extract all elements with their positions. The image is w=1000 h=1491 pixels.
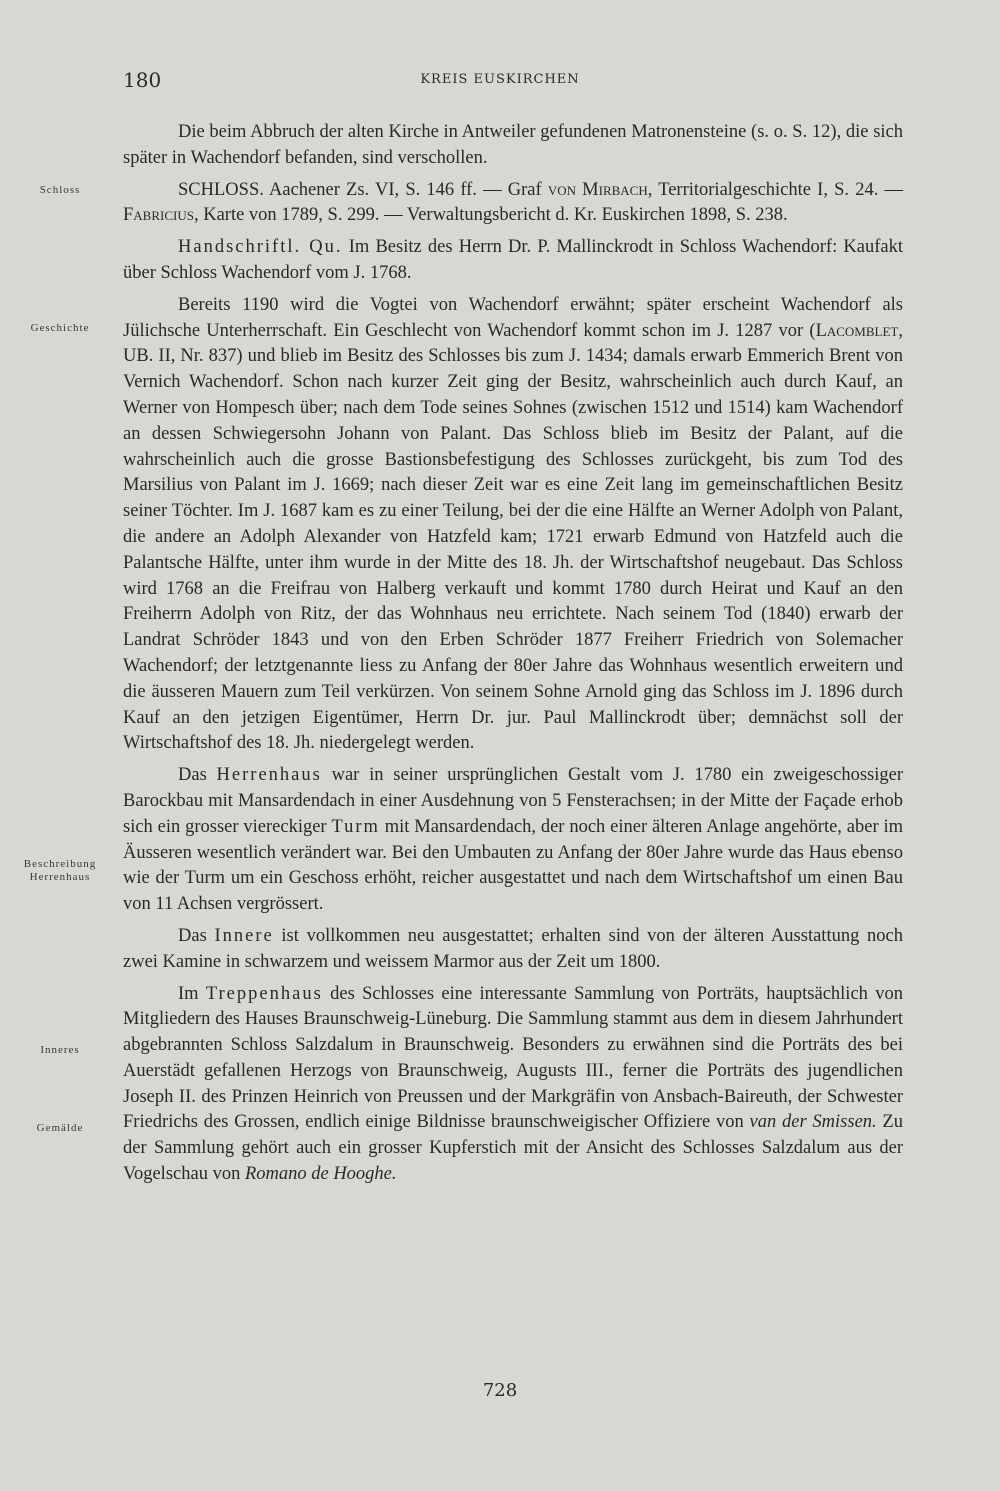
running-head: KREIS EUSKIRCHEN (420, 72, 580, 87)
text-run: , Karte von 1789, S. 299. — Verwaltungsbericht d. Kr. Euskirchen 1898, S. 238. (193, 205, 788, 226)
margin-note-beschreibung: Beschreibung Herrenhaus (23, 858, 97, 883)
text-run: Im (178, 983, 206, 1004)
text-run: war in seiner ursprünglichen Gestalt vom J. 1780 ein zweigeschossiger Barockbau mit Mansardendach in einer Ausdehnung von 5 Fensterachsen; in der Mitte der Façade erhob sich ein grosser viereckiger (123, 765, 903, 837)
paragraph-gemaelde (123, 982, 903, 1188)
margin-note-inneres: Inneres (40, 1044, 80, 1056)
body-text (123, 120, 903, 1194)
paragraph-geschichte (123, 293, 903, 757)
paragraph-schloss-literature (123, 178, 903, 230)
text-run: des Schlosses eine interessante Sammlung von Porträts, hauptsächlich von Mitgliedern des Hauses Braunschweig-Lüneburg. Die Sammlung stammt aus dem in diesem Jahrhundert abgebrannten Schloss Salzdalum in Braunschweig. Besonders zu erwähnen sind die Porträts des bei Auerstädt gefallenen Herzogs von Braunschweig, Augusts III., ferner die Porträts des jugendlichen Joseph II. des Prinzen Heinrich von Preussen und der Markgräfin von Ansbach-Baireuth, der Schwester Friedrichs des Grossen, endlich einige Bildnisse braunschweigischer Offiziere von (123, 983, 903, 1133)
schloss-heading: SCHLOSS. (178, 179, 264, 200)
text-run: ist vollkommen neu ausgestattet; erhalten sind von der älteren Ausstattung noch zwei Kamine in schwarzem und weissem Marmor aus der Zeit um 1800. (123, 925, 903, 972)
paragraph-matronensteine: Die beim Abbruch der alten Kirche in Antweiler gefundenen Matronensteine (s. o. S. 12), die sich später in Wachendorf befanden, sind verschollen. (123, 122, 903, 168)
paragraph-inneres (123, 924, 903, 976)
text-run: Zu der Sammlung gehört auch ein grosser Kupferstich mit der Ansicht des Schlosses Salzdalum aus der Vogelschau von (123, 1112, 903, 1185)
text-run: Das (178, 925, 215, 946)
text-run: , UB. II, Nr. 837) und blieb im Besitz des Schlosses bis zum J. 1434; damals erwarb Emmerich Brent von Vernich Wachendorf. Schon nach kurzer Zeit ging der Besitz, wahrscheinlich auch durch Kauf, an Werner von Hompesch über; nach dem Tode seines Sohnes (zwischen 1512 und 1514) kam Wachendorf an dessen Schwiegersohn Johann von Palant. Das Schloss blieb im Besitz der Palant, auf die wahrscheinlich auch die grosse Bastionsbefestigung des Schlosses zurückgeht, bis zum Tod des Marsilius von Palant im J. 1669; nach dieser Zeit war es eine Zeit lang im gemeinschaftlichen Besitz seiner Töchter. Im J. 1687 kam es zu einer Teilung, bei der die eine Hälfte an Werner Adolph von Palant, die andere an Adolph Alexander von Hatzfeld kam; 1721 erwarb Edmund von Hatzfeld auch die Palantsche Hälfte, unter ihm wurde in der Mitte des 18. Jh. der Wirtschaftshof neugebaut. Das Schloss wird 1768 an die Freifrau von Halberg verkauft und kommt 1780 durch Heirat und Kauf an den Freiherrn Adolph von Ritz, der das Wohnhaus neu errichtete. Nach seinem Tod (1840) erwarb der Landrat Schröder 1843 und von den Erben Schröder 1877 Freiherr Friedrich von Solemacher Wachendorf; der letztgenannte liess zu Anfang der 80er Jahre das Wohnhaus wesentlich erweitern und die äusseren Mauern zum Teil verkürzen. Von seinem Sohne Arnold ging das Schloss im J. 1896 durch Kauf an den jetzigen Eigentümer, Herrn Dr. jur. Paul Mallinckrodt über; demnächst soll der Wirtschaftshof des 18. Jh. niedergelegt werden. (123, 320, 903, 754)
text-run: Im Besitz des Herrn Dr. P. Mallinckrodt in Schloss Wachendorf: Kaufakt über Schloss Wachendorf vom J. 1768. (123, 237, 903, 283)
folio-number: 728 (482, 1380, 518, 1401)
spaced-term: Innere (214, 925, 274, 946)
text-run: Bereits 1190 wird die Vogtei von Wachendorf erwähnt; später erscheint Wachendorf als Jülichsche Unterherrschaft. Ein Geschlecht von Wachendorf kommt schon im J. 1287 vor ( (123, 294, 903, 341)
text-run: mit Mansardendach, der noch einer älteren Anlage angehörte, aber im Äusseren wesentlich verändert war. Bei den Umbauten zu Anfang der 80er Jahre wurde das Haus ebenso wie der Turm um ein Geschoss erhöht, reicher ausgestattet und nach dem Wirtschaftshof um einen Bau von 11 Achsen vergrössert. (123, 816, 903, 915)
page-number: 180 (123, 68, 162, 92)
margin-note-schloss: Schloss (39, 184, 81, 196)
margin-note-gemaelde: Gemälde (36, 1122, 84, 1134)
page-header (123, 68, 877, 98)
paragraph-handschriftl (123, 235, 903, 287)
spaced-term: Turm (331, 816, 380, 837)
text-run: Das (178, 765, 217, 786)
spaced-term: Herrenhaus (216, 765, 322, 786)
text-run: Aachener Zs. VI, S. 146 ff. — Graf (263, 179, 548, 200)
margin-note-geschichte: Geschichte (30, 322, 90, 334)
handschriftl-label: Handschriftl. Qu. (178, 237, 343, 258)
author-name: von Mirbach (547, 179, 648, 200)
text-run: , Territorialgeschichte I, S. 24. — (647, 179, 903, 200)
paragraph-herrenhaus (123, 763, 903, 918)
artist-name: van der Smissen. (749, 1112, 877, 1133)
artist-name: Romano de Hooghe. (244, 1164, 397, 1185)
author-name: Lacomblet (815, 320, 899, 341)
spaced-term: Treppenhaus (205, 983, 323, 1004)
author-name: Fabricius (123, 205, 194, 226)
